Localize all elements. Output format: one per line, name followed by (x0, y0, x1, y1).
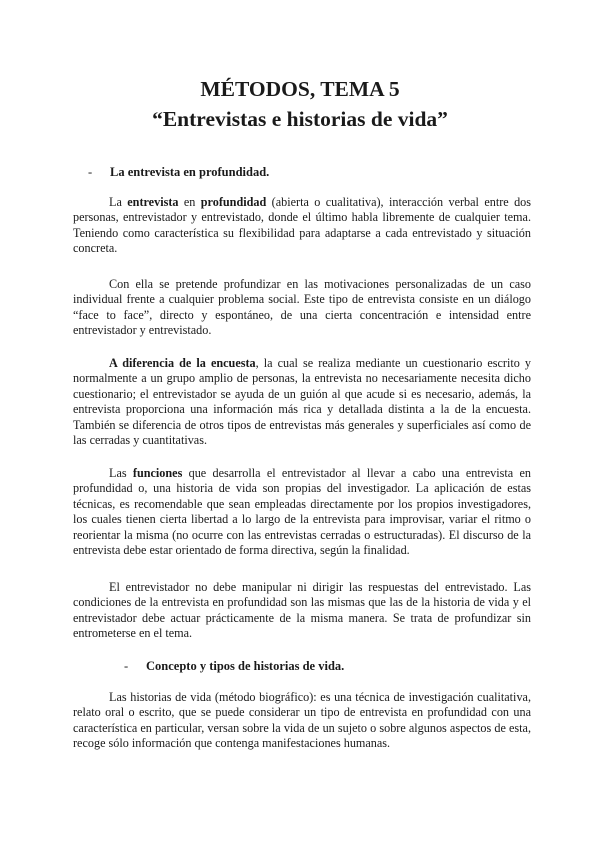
document-subtitle: “Entrevistas e historias de vida” (152, 107, 448, 131)
section-heading-text: La entrevista en profundidad. (110, 165, 270, 179)
text-run: (abierta o cualitativa), interacción verbal entre dos personas, entrevistador y entrevistado, donde el último habla libremente de cualquier tema. Teniendo como característica su flexibilidad para adaptarse a cada entrevistado y situación concreta. (73, 195, 531, 256)
document-title: MÉTODOS, TEMA 5 (200, 77, 400, 101)
paragraph-1 (73, 195, 531, 257)
paragraph-5 (73, 580, 531, 642)
text-run: Con ella se pretende profundizar en las motivaciones personalizadas de un caso individual frente a cualquier problema social. Este tipo de entrevista consiste en un diálogo “face to face”, directo y espontáneo, de una cierta concentración e intensidad entre entrevistador y entrevistado. (73, 277, 531, 338)
paragraph-6 (73, 690, 531, 752)
section-heading-historias (124, 659, 344, 674)
paragraph-2 (73, 277, 531, 339)
text-run: que desarrolla el entrevistador al llevar a cabo una entrevista en profundidad o, una historia de vida son propias del investigador. La aplicación de estas técnicas, es recomendable que sean empleadas directamente por los propios investigadores, los cuales tienen cierta libertad a lo largo de la entrevista para improvisar, variar el ritmo o reorientar la misma (no ocurre con las entrevistas cerradas o estructuradas). El discurso de la entrevista debe estar orientado de forma directiva, según la finalidad. (73, 466, 531, 558)
text-run: , la cual se realiza mediante un cuestionario escrito y normalmente a un grupo amplio de personas, la entrevista no necesariamente necesita dicho cuestionario; el entrevistador se ayuda de un guión al que acude si es necesario, además, la entrevista proporciona una información más rica y detallada distinta a la de la encuesta. También se diferencia de otros tipos de entrevistas más generales y superficiales así como de las cerradas y cuantitativas. (73, 356, 531, 448)
section-heading-text: Concepto y tipos de historias de vida. (146, 659, 345, 673)
title-block (0, 74, 600, 134)
bold-run: entrevista (127, 195, 179, 209)
text-run: Las (109, 466, 133, 480)
bullet-dash: - (124, 659, 129, 673)
bold-run: funciones (132, 466, 183, 480)
text-run: Las historias de vida (método biográfico): es una técnica de investigación cualitativa, relato oral o escrito, que se puede considerar un tipo de entrevista en profundidad con una característica en particular, versan sobre la vida de un sujeto o sobre algunos aspectos de esta, recoge sólo información que contenga manifestaciones humanas. (73, 690, 531, 751)
bullet-dash: - (88, 165, 93, 179)
section-heading-entrevista (88, 165, 269, 180)
paragraph-4 (73, 466, 531, 558)
paragraph-3 (73, 356, 531, 448)
bold-run: profundidad (200, 195, 267, 209)
bold-run: A diferencia de la encuesta (109, 356, 256, 370)
text-run: La (109, 195, 128, 209)
text-run: en (178, 195, 201, 209)
text-run: El entrevistador no debe manipular ni dirigir las respuestas del entrevistado. Las condiciones de la entrevista en profundidad son las mismas que las de la historia de vida y el entrevistador debe actuar prácticamente de la misma manera. Se trata de profundizar sin entrometerse en el tema. (73, 580, 531, 641)
